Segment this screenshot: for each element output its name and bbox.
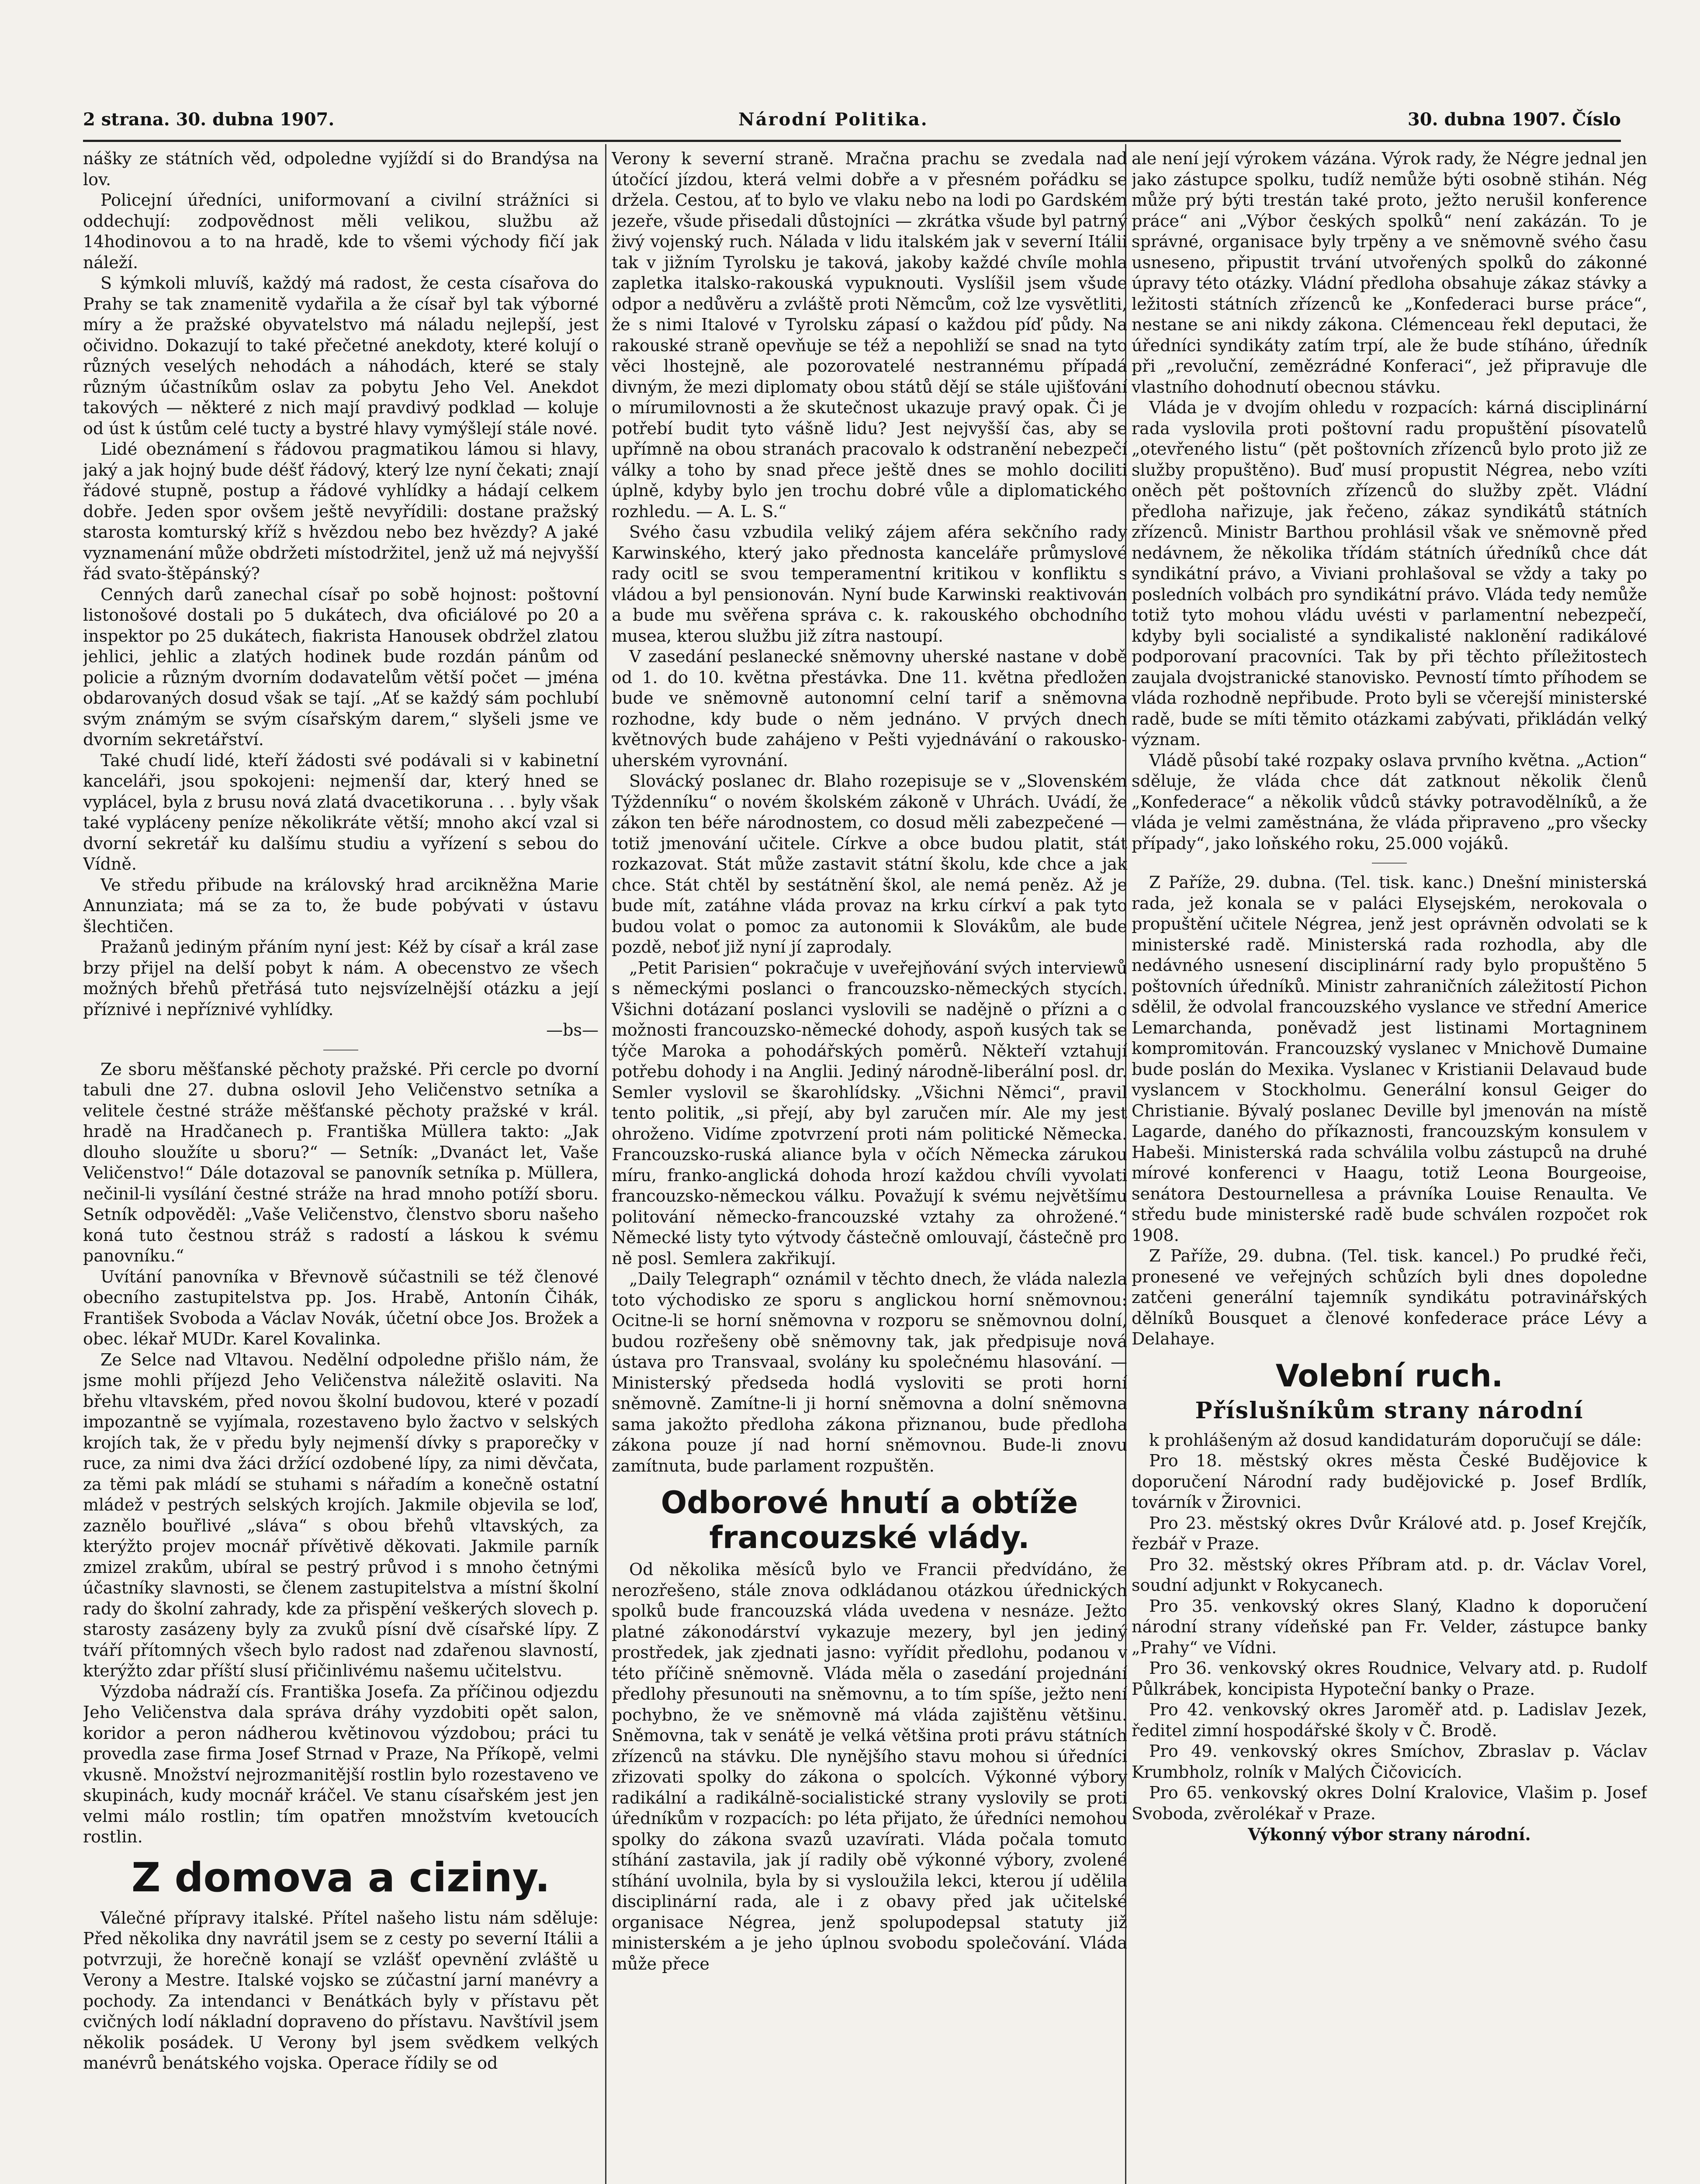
news-item: Svého času vzbudila veliký zájem aféra sekčního rady Karwinského, který jako přednosta kanceláře průmyslové rady ocitl se svou temperamentní kritikou v konfliktu s vládou a byl pensionován. Nyní bude Karwinski reaktivován a bude mu svěřena správa c. k. rakouského obchodního musea, kterou službu již zítra nastoupí. <box>612 522 1127 646</box>
article-paragraph: Pražanů jediným přáním nyní jest: Kéž by císař a král zase brzy přijel na delší pobyt k nám. A obecenstvo ze všech možných břehů přetřásá tuto nejsvízelnější otázku a její příznivé i nepříznivé vyhlídky. <box>83 937 599 1019</box>
news-item: Uvítání panovníka v Břevnově súčastnili se též členové obecního zastupitelstva pp. Jos. Hrabě, Antonín Čihák, František Svoboda a Václav Novák, účetní obce Jos. Brožek a obec. lékař MUDr. Karel Kovalinka. <box>83 1267 599 1348</box>
news-item: Výzdoba nádraží cís. Františka Josefa. Za příčinou odjezdu Jeho Veličenstva dala správa dráhy vyzdobiti opět salon, koridor a peron nádherou květinovou výzdobou; práci tu provedla zase firma Josef Strnad v Praze, Na Příkopě, velmi vkusně. Množství nejrozmanitější rostlin bylo rozestaveno ve skupinách, kudy mocnář kráčel. Ve stanu císařském jest jen velmi málo rostlin; tím opatřen množstvím kvetoucích rostlin. <box>83 1682 599 1846</box>
article-paragraph: Verony k severní straně. Mračna prachu se zvedala nad útočící jízdou, která velmi dobře a v přesném pořádku se držela. Cestou, ať to bylo ve vlaku nebo na lodi po Gardském jezeře, všude přisedali důstojníci — zkrátka všude byl patrný živý vojenský ruch. Nálada v lidu italském jak v severní Itálii tak v jižním Tyrolsku je taková, jakoby každé chvíle mohla zapletka italsko-rakouská vypuknouti. Vyslíšil jsem všude odpor a nedůvěru a zvláště proti Němcům, což lze vysvětliti, že s nimi Italové v Tyrolsku zápasí o každou píď půdy. Na rakouské straně opevňuje se též a nepohliží se snad na tyto věci lhostejně, ale pozorovatelé nestrannému případá divným, že mezi diplomaty obou států dějí se stále ujišťování o mírumilovnosti a že skutečnost ukazuje pravý opak. Či je potřebí budit tyto vášně lidu? Jest nejvyšší čas, aby se upřímně na obou stranách pracovalo k odstranění nebezpečí války a toho by snad přece ještě dnes se mohlo dociliti úplně, kdyby bylo jen trochu dobré vůle a diplomatického rozhledu. — A. L. S.“ <box>612 149 1127 521</box>
article-paragraph: Vládě působí také rozpaky oslava prvního května. „Action“ sděluje, že vláda chce dát zatknout několik členů „Konfederace“ a několik vůdců stávky potravodělníků, a že vláda je velmi zaměstnána, že vláda připraveno „pro všecky případy“, jako loňského roku, 25.000 vojáků. <box>1132 750 1647 853</box>
column-1 <box>83 149 599 2184</box>
masthead <box>83 109 1621 135</box>
subheading-strana: Příslušníkům strany národní <box>1195 1397 1584 1424</box>
news-item: Slovácký poslanec dr. Blaho rozepisuje se v „Slovenském Týždenníku“ o novém školském zákoně v Uhrách. Uvádí, že zákon ten béře národnostem, co dosud měli zabezpečené — totiž jmenování učitele. Církve a obce budou platit, stát rozkazovat. Stát může zastavit státní školu, kde chce a jak chce. Stát chtěl by sestátnění škol, ale nemá peněz. Až je bude mít, zatáhne vláda provaz na krku církví a pak tyto budou volat o pomoc za autonomii k Slovákům, ale bude pozdě, neboť již nyní jí zaprodaly. <box>612 771 1127 957</box>
news-item: „Petit Parisien“ pokračuje v uveřejňování svých interviewů s německými poslanci o francouzsko-německých stycích. Všichni dotázaní poslanci vyslovili se nadějně o přízni a o možnosti francouzsko-německé dohody, aspoň kusých tak se týče Maroka a pohodářských poměrů. Někteří vztahují potřebu dohody i na Anglii. Jediný národně-liberální posl. dr. Semler vyslovil se škarohlídsky. „Všichni Němci“, pravil tento politik, „si přejí, aby byl zaručen mír. Ale my jest ohroženo. Vidíme zpotvrzení proti nám politické Německa. Francouzsko-ruská aliance byla v očích Německa zárukou míru, franko-anglická dohoda hrozí každou chvíli vyvolati francouzsko-německou válku. Považují k svému největšímu politování německo-francouzské vztahy za ohrožené.“ Německé listy tyto výtvody částečně omlouvají, částečně pro ně posl. Semlera zakřikují. <box>612 958 1127 1268</box>
candidate-item: Pro 49. venkovský okres Smíchov, Zbraslav p. Václav Krumbholz, rolník v Malých Čičovicích. <box>1132 1742 1647 1782</box>
committee-signature: Výkonný výbor strany národní. <box>1248 1825 1531 1844</box>
news-item: Ze sboru měšťanské pěchoty pražské. Při cercle po dvorní tabuli dne 27. dubna oslovil Jeho Veličenstvo setníka a velitele čestné stráže měšťanské pěchoty pražské v král. hradě na Hradčanech p. Františka Müllera takto: „Jak dlouho sloužíte u sboru?“ — Setník: „Dvanáct let, Vaše Veličenstvo!“ Dále dotazoval se panovník setníka p. Müllera, nečinil-li vysílání čestné stráže na hrad mnoho potíží sboru. Setník odpověděl: „Vaše Veličenstvo, členstvo sboru našeho koná tuto čestnou stráž s radostí a láskou k svému panovníku.“ <box>83 1059 599 1265</box>
candidate-item: Pro 42. venkovský okres Jaroměř atd. p. Ladislav Jezek, ředitel zimní hospodářské školy v Č. Brodě. <box>1132 1700 1647 1740</box>
newspaper-title: Národní Politika. <box>738 109 928 130</box>
author-signature: —bs— <box>546 1020 599 1040</box>
article-paragraph: Lidé obeznámení s řádovou pragmatikou lámou si hlavy, jaký a jak hojný bude déšť řádový, který lze nyní čekati; znají řádové stupně, postup a řádové vyhlídky a hádají celkem dobře. Jeden spor ovšem ještě nevyřídili: dostane pražský starosta komturský kříž s hvězdou nebo bez hvězdy? A jaké vyznamenání může obdržeti místodržitel, jenž už má nejvyšší řád svato-štěpánský? <box>83 439 599 583</box>
article-paragraph: Také chudí lidé, kteří žádosti své podávali si v kabinetní kanceláři, jsou spokojeni: nejmenší dar, který hned se vyplácel, byla z brusu nová zlatá dvacetikoruna . . . byly však také vypláceny peníze několikráte větší; mnoho akcí vzal si dvorní sekretář ku dalšímu studiu a vyřízení s sebou do Vídně. <box>83 750 599 874</box>
page-date-right: 30. dubna 1907. Číslo <box>1407 109 1621 130</box>
section-heading-volebni: Volební ruch. <box>1275 1358 1503 1394</box>
article-paragraph: nášky ze státních věd, odpoledne vyjíždí si do Brandýsa na lov. <box>83 149 599 189</box>
candidate-item: Pro 65. venkovský okres Dolní Kralovice, Vlašim p. Josef Svoboda, zvěrolékař v Praze. <box>1132 1783 1647 1823</box>
column-2 <box>612 149 1127 2184</box>
separator <box>323 1050 358 1051</box>
candidate-item: Pro 18. městský okres města České Budějovice k doporučení Národní rady budějovické p. Josef Brdlík, továrník v Žirovnici. <box>1132 1451 1647 1512</box>
masthead-rule <box>83 140 1621 142</box>
news-item: „Daily Telegraph“ oznámil v těchto dnech, že vláda nalezla toto východisko ze sporu s anglickou horní sněmovnou: Ocitne-li se horní sněmovna v rozporu se sněmovnou dolní, budou rozřešeny obě sněmovny tak, jak předpisuje nová ústava pro Transvaal, svolány ku společnému hlasování. — Ministerský předseda hodlá vysloviti se proti horní sněmovně. Zamítne-li ji horní sněmovna a dolní sněmovna sama jakožto předloha zákona přiznanou, bude předloha zákona pouze jí nad horní sněmovnou. Bude-li znovu zamítnuta, bude parlament rozpuštěn. <box>612 1269 1127 1476</box>
article-paragraph: Vláda je v dvojím ohledu v rozpacích: kárná disciplinární rada vyslovila proti poštovní radu propuštění písovatelů „otevřeného listu“ (pět poštovních zřízenců bylo proto již ze služby propuštěno). Buď musí propustit Négrea, nebo vzíti oněch pět poštovních zřízenců do služby zpět. Vládní předloha nařizuje, jak řečeno, zákaz syndikátů státních zřízenců. Ministr Barthou prohlásil však ve sněmovně před nedávnem, že několika třídám státních úředníků chce dát syndikátní právo, a Viviani prohlašoval se vždy a taky po posledních volbách pro syndikátní právo. Vláda tedy nemůže totiž tyto mohou vládu uvésti v parlamentní nebezpečí, kdyby byli socialisté a syndikalisté naklonění radikálové podporovaní pracovníci. Tak by při těchto příležitostech zaujala dvojstranické stanovisko. Pevností tímto příhodem se vláda rozhodně nepřibude. Proto byli se včerejší ministerské radě, bude se míti těmito otázkami zabývati, přikládán velký význam. <box>1132 398 1647 749</box>
column-divider <box>605 144 606 2184</box>
candidate-item: Pro 36. venkovský okres Roudnice, Velvary atd. p. Rudolf Půlkrábek, koncipista Hypoteční banky o Praze. <box>1132 1659 1647 1699</box>
section-heading-domov: Z domova a ciziny. <box>131 1854 551 1901</box>
candidate-item: Pro 32. městský okres Příbram atd. p. dr. Václav Vorel, soudní adjunkt v Rokycanech. <box>1132 1555 1647 1595</box>
article-paragraph: ale není její výrokem vázána. Výrok rady, že Négre jednal jen jako zástupce spolku, tudíž nemůže býti osobně stihán. Nég může prý býti trestán také proto, ježto nerušil konference práce“ ani „Výbor českých spolků“ není zakázán. To je správné, organisace byly trpěny a ve sněmovně svého času usneseno, připustit trvání utvořených spolků do zákonné úpravy této otázky. Vládní předloha obsahuje zákaz stávky a ležitosti státních zřízenců ke „Konfederaci burse práce“, nestane se ani nikdy zákona. Clémenceau řekl deputaci, že úředníci syndikáty zatím trpí, ale že bude stíháno, úředník při „revoluční, zemězrádné Konferaci“, jež připravuje dle vlastního dohodnutí obecnou stávku. <box>1132 149 1647 397</box>
candidate-item: Pro 35. venkovský okres Slaný, Kladno k doporučení národní strany vídeňské pan Fr. Velder, zástupce banky „Prahy“ ve Vídni. <box>1132 1596 1647 1657</box>
candidate-item: Pro 23. městský okres Dvůr Králové atd. p. Josef Krejčík, řezbář v Praze. <box>1132 1513 1647 1553</box>
article-paragraph: Cenných darů zanechal císař po sobě hojnost: poštovní listonošové dostali po 5 dukátech, dva oficiálové po 20 a inspektor po 25 dukátech, fiakrista Hanousek obdržel zlatou jehlici, jehlic a zlatých hodinek bude rozdán pánům od policie a různým dvorním dodavatelům větší počet — jména obdarovaných dosud však se tají. „Ať se každý sám pochlubí svým známým se svým císařským darem,“ slyšeli jsme ve dvorním sekretářství. <box>83 584 599 749</box>
telegram-item: Z Paříže, 29. dubna. (Tel. tisk. kanc.) Dnešní ministerská rada, jež konala se v paláci Elysejském, nerokovala o propuštění učitele Négrea, jenž jest oprávněn odvolati se k ministerské radě. Ministerská rada rozhodla, aby dle nedávného usnesení disciplinární rady bylo propuštěno 5 poštovních úředníků. Ministr zahraničních záležitostí Pichon sdělil, že odvolal francouzského vyslance ve střední Americe Lemarchanda, poněvadž jest listinami Mortagninem kompromitován. Francouzský vyslanec v Mnichově Dumaine bude poslán do Mexika. Vyslanec v Kristianii Delavaud bude vyslancem v Stockholmu. Generální konsul Geiger do Christianie. Bývalý poslanec Deville byl jmenován na místě Lagarde, daného do příkaznosti, francouzským konsulem v Habeši. Ministerská rada schválila volbu zástupců na druhé mírové konferenci v Haagu, totiž Leona Bourgeoise, senátora Destournellesa a právníka Louise Renaulta. Ve středu bude ministerské radě bude schválen rozpočet rok 1908. <box>1132 873 1647 1245</box>
article-paragraph: Policejní úředníci, uniformovaní a civilní strážníci si oddechují: zodpovědnost měli velikou, službu až 14hodinovou a to na hradě, kde to všemi východy fičí jak náleží. <box>83 190 599 272</box>
article-paragraph: Ve středu přibude na královský hrad arcikněžna Marie Annunziata; má se za to, že bude pobývati v ústavu šlechtičen. <box>83 875 599 936</box>
column-3 <box>1132 149 1647 2184</box>
news-item: Ze Selce nad Vltavou. Nedělní odpoledne přišlo nám, že jsme mohli příjezd Jeho Veličenstva náležitě oslaviti. Na břehu vltavském, před novou školní budovou, které v pozadí impozantně se vyjímala, rozestaveno bylo žactvo v selských krojích tak, že v předu byly nejmenší dívky s praporečky v ruce, za nimi dva žáci držící ozdobené lípy, za nimi děvčata, za těmi pak mládí se stuhami s nářadím a konečně ostatní mládež v pestrých selských krojích. Jakmile objevila se loď, zaznělo bouřlivé „sláva“ s obou břehů vltavských, za kterýžto projev mocnář přívětivě děkovati. Jakmile parník zmizel zrakům, ubíral se pestrý průvod i s mnoho četnými účastníky slavnosti, se členem zastupitelstva a místní školní rady do školní zahrady, kde za přispění veškerých slovech p. starosty zasázeny byly za zvuků písní dvě císařské lípy. Z tváří přítomných všech bylo radost nad zdařenou slavností, kterýžto zdar příští slusí přičinlivému našemu učitelstvu. <box>83 1350 599 1680</box>
news-item: V zasedání peslanecké sněmovny uherské nastane v době od 1. do 10. května přestávka. Dne 11. května předložen bude ve sněmovně autonomní celní tarif a sněmovna rozhodne, kdy bude o něm jednáno. V prvých dnech květnových bude zahájeno v Pešti vyjednávání o rakousko-uherském vyrovnání. <box>612 647 1127 770</box>
page-date-left: 2 strana. 30. dubna 1907. <box>83 109 335 130</box>
article-heading-odborove: Odborové hnutí a obtíže francouzské vlády. <box>661 1485 1078 1555</box>
telegram-item: Z Paříže, 29. dubna. (Tel. tisk. kancel.) Po prudké řeči, pronesené ve veřejných schůzích byli dnes dopoledne zatčeni generální tajemník syndikátu potravinářských dělníků Bousquet a členové konfederace práce Lévy a Delahaye. <box>1132 1246 1647 1348</box>
article-paragraph: S kýmkoli mluvíš, každý má radost, že cesta císařova do Prahy se tak znamenitě vydařila a že císař byl tak výborné míry a že pražské obyvatelstvo má náladu nejlepší, jest očividno. Dokazují to také přečetné anekdoty, které kolují o různých veselých nehodách a náhodách, které se staly různým účastníkům oslav za pobytu Jeho Vel. Anekdot takových — některé z nich mají pravdivý podklad — koluje od úst k ústům celé tucty a bystré hlavy vymýšlejí stále nové. <box>83 273 599 438</box>
article-paragraph: k prohlášeným až dosud kandidaturám doporučují se dále: <box>1149 1430 1642 1450</box>
news-item: Válečné přípravy italské. Přítel našeho listu nám sděluje: Před několika dny navrátil jsem se z cesty po severní Itálii a potvrzuji, že horečně konají se vzlášť opevnění zvláště u Verony a Mestre. Italské vojsko se zúčastní jarní manévry a pochody. Za intendanci v Benátkách byly v přístavu pět cvičných lodí nákladní dopraveno do přístavu. Navštívil jsem několik posádek. U Verony byl jsem svědkem velkých manévrů benátského vojska. Operace řídily se od <box>83 1908 599 2073</box>
separator <box>1372 863 1407 864</box>
article-paragraph: Od několika měsíců bylo ve Francii předvídáno, že nerozřešeno, stále znova odkládanou otázkou úřednických spolků bude francouzská vláda uvedena v nesnáze. Ježto platné zákonodárství vykazuje mezery, byl jen jediný prostředek, jak zjednati jasno: vyřídit předlohu, podanou v této příčině sněmovně. Vláda měla o zasedání projednání předlohy přesunouti na sněmovnu, a to tím spíše, ježto není pochybno, že ve sněmovně má vláda zajištěnu většinu. Sněmovna, tak v senátě je velká většina proti právu státních zřízenců na stávku. Dle nynějšího stavu mohou si úředníci zřizovati spolky do zákona o spolcích. Výkonné výbory radikální a radikálně-socialistické strany vyslovily se proti úředníkům v rozpacích: po léta přijato, že úředníci nemohou spolky do zákona svazů uzavírati. Vláda počala tomuto stíhání zastavila, jak jí radily obě výkonné výbory, zvolené stíhání uvolnila, byla by si vysloužila lekci, kterou jí udělila disciplinární rada, ale i z obavy před jak učitelské organisace Négrea, jenž spolupodepsal statuty již ministerském a je jeho úplnou svobodu společování. Vláda může přece <box>612 1560 1127 1973</box>
